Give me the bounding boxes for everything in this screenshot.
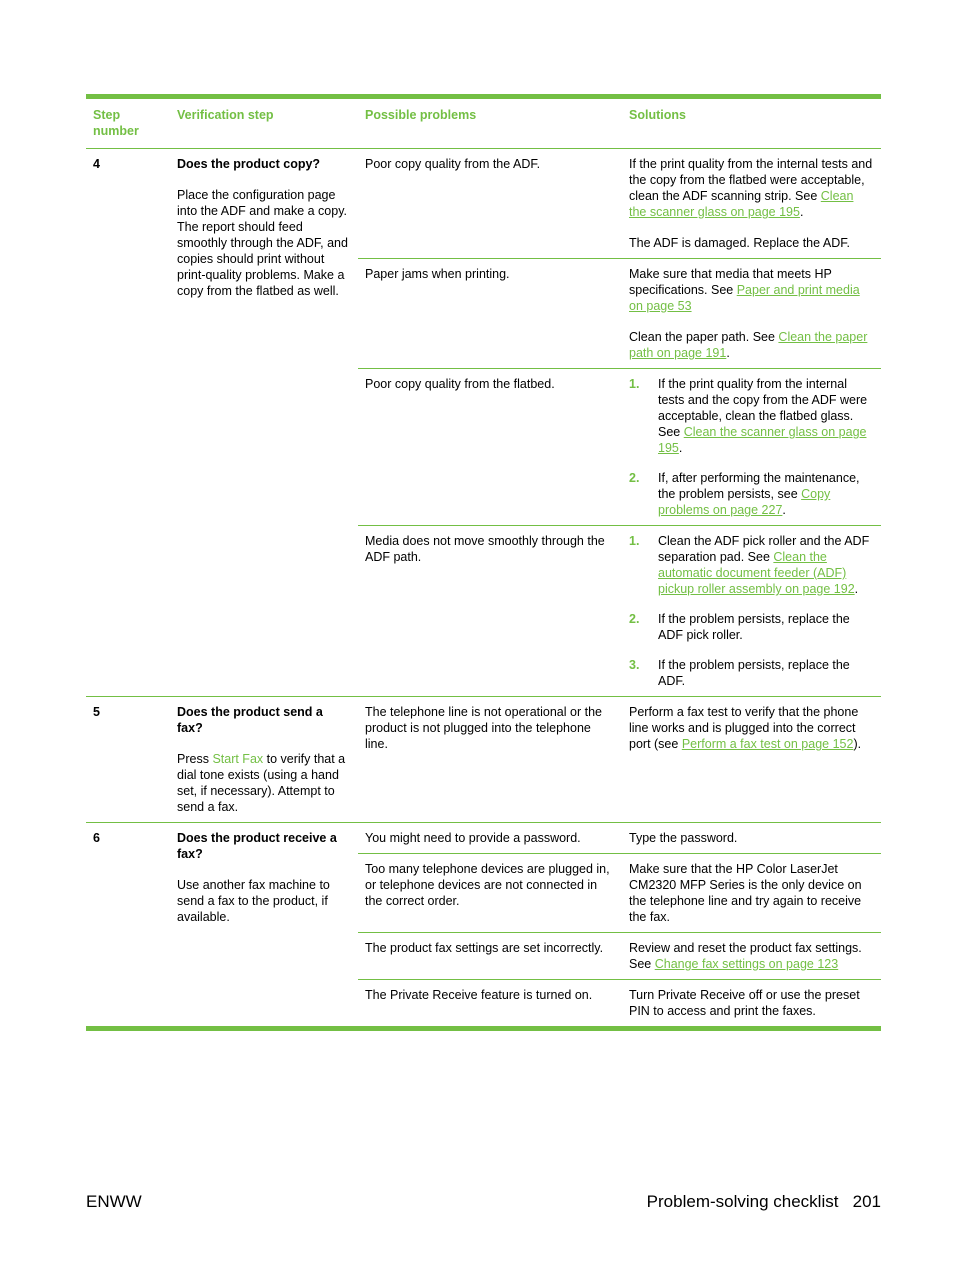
problem-cell: The Private Receive feature is turned on.: [358, 980, 622, 1029]
verification-step: [170, 823, 358, 1029]
solution-text: .: [799, 205, 804, 219]
header-verification-step: Verification step: [170, 97, 358, 149]
solution-cell: [622, 369, 881, 526]
list-item: [629, 376, 874, 456]
solution-cell: [622, 697, 881, 823]
solution-cell: [622, 149, 881, 259]
problem-cell: The telephone line is not operational or the product is not plugged into the telephone line.: [358, 697, 622, 823]
link-copy-problems[interactable]: Copy problems on page 227: [658, 487, 831, 517]
solution-text: Make sure that media that meets HP specifications. See: [629, 267, 832, 297]
link-clean-scanner-glass[interactable]: Clean the scanner glass on page 195: [658, 425, 867, 455]
link-clean-scanner-glass[interactable]: Clean the scanner glass on page 195: [629, 189, 854, 219]
solution-text: If the print quality from the internal tests and the copy from the ADF were acceptable, clean the flatbed glass. See: [658, 377, 868, 439]
verification-title: Does the product receive a fax?: [177, 831, 337, 861]
problem-cell: Paper jams when printing.: [358, 259, 622, 369]
solution-text: .: [854, 582, 859, 596]
solution-cell: Type the password.: [622, 823, 881, 854]
solution-cell: Turn Private Receive off or use the preset PIN to access and print the faxes.: [622, 980, 881, 1029]
solution-text: Clean the paper path. See: [629, 330, 779, 344]
step-number: 6: [86, 823, 170, 1029]
link-fax-test[interactable]: Perform a fax test on page 152: [681, 737, 854, 751]
start-fax-key: Start Fax: [212, 752, 264, 766]
verification-title: Does the product send a fax?: [177, 705, 323, 735]
solution-cell: [622, 259, 881, 369]
solution-text: Perform a fax test to verify that the phone line works and is plugged into the correct port (see: [629, 705, 859, 751]
problem-cell: Media does not move smoothly through the ADF path.: [358, 526, 622, 697]
step-marker: 2.: [629, 612, 640, 626]
solution-cell: [622, 526, 881, 697]
step-marker: 2.: [629, 471, 640, 485]
link-change-fax-settings[interactable]: Change fax settings on page 123: [654, 957, 839, 971]
verification-title: Does the product copy?: [177, 157, 321, 171]
solution-text: Clean the ADF pick roller and the ADF separation pad. See: [658, 534, 870, 564]
verification-step: [170, 697, 358, 823]
table-row: [86, 149, 881, 259]
header-possible-problems: Possible problems: [358, 97, 622, 149]
header-solutions: Solutions: [622, 97, 881, 149]
solution-text: If, after performing the maintenance, the problem persists, see: [658, 471, 860, 501]
solution-text: .: [782, 503, 786, 517]
list-item: [629, 611, 874, 643]
solution-steps: [629, 376, 874, 518]
solution-text: Review and reset the product fax settings. See: [629, 941, 862, 971]
table-row: [86, 823, 881, 854]
solution-text: .: [726, 346, 730, 360]
table-header-row: [86, 97, 881, 149]
step-marker: 1.: [629, 534, 640, 548]
solution-cell: Make sure that the HP Color LaserJet CM2320 MFP Series is the only device on the telephone line and try again to receive the fax.: [622, 854, 881, 933]
problem-cell: Poor copy quality from the flatbed.: [358, 369, 622, 526]
step-number: 5: [86, 697, 170, 823]
table-row: [86, 697, 881, 823]
link-clean-adf-roller[interactable]: Clean the automatic document feeder (ADF) pickup roller assembly on page 192: [658, 550, 855, 596]
problem-cell: Poor copy quality from the ADF.: [365, 157, 541, 171]
header-step-number: Step number: [86, 97, 170, 149]
footer-enww: ENWW: [86, 1192, 142, 1211]
step-number: 4: [93, 157, 100, 171]
verification-description: Use another fax machine to send a fax to the product, if available.: [177, 878, 330, 924]
footer-page-label: Problem-solving checklist 201: [646, 1192, 881, 1211]
solution-text: If the print quality from the internal tests and the copy from the flatbed were acceptable, clean the ADF scanning strip. See: [629, 157, 873, 203]
troubleshooting-table: [86, 94, 881, 1031]
problem-cell: Too many telephone devices are plugged in, or telephone devices are not connected in the correct order.: [358, 854, 622, 933]
description-text: Press: [177, 752, 213, 766]
solution-text: .: [678, 441, 683, 455]
problem-cell: You might need to provide a password.: [358, 823, 622, 854]
verification-step: [170, 149, 358, 697]
solution-steps: [629, 533, 874, 689]
problem-cell: The product fax settings are set incorrectly.: [358, 933, 622, 980]
link-clean-paper-path[interactable]: Clean the paper path on page 191: [629, 330, 868, 360]
step-marker: 3.: [629, 658, 640, 672]
solution-text: If the problem persists, replace the ADF pick roller.: [658, 612, 850, 642]
list-item: [629, 657, 874, 689]
solution-cell: [622, 933, 881, 980]
verification-description: Place the configuration page into the ADF and make a copy. The report should feed smoothly through the ADF, and copies should print without print-quality problems. Make a copy from the flatbed as well.: [177, 188, 348, 298]
solution-text: ).: [853, 737, 862, 751]
link-paper-print-media[interactable]: Paper and print media on page 53: [629, 283, 860, 313]
solution-text: The ADF is damaged. Replace the ADF.: [629, 236, 850, 250]
description-text: to verify that a dial tone exists (using a hand set, if necessary). Attempt to send a fax.: [177, 752, 346, 814]
verification-description: [177, 751, 351, 815]
list-item: [629, 533, 874, 597]
solution-text: If the problem persists, replace the ADF.: [658, 658, 850, 688]
step-marker: 1.: [629, 377, 640, 391]
list-item: [629, 470, 874, 518]
